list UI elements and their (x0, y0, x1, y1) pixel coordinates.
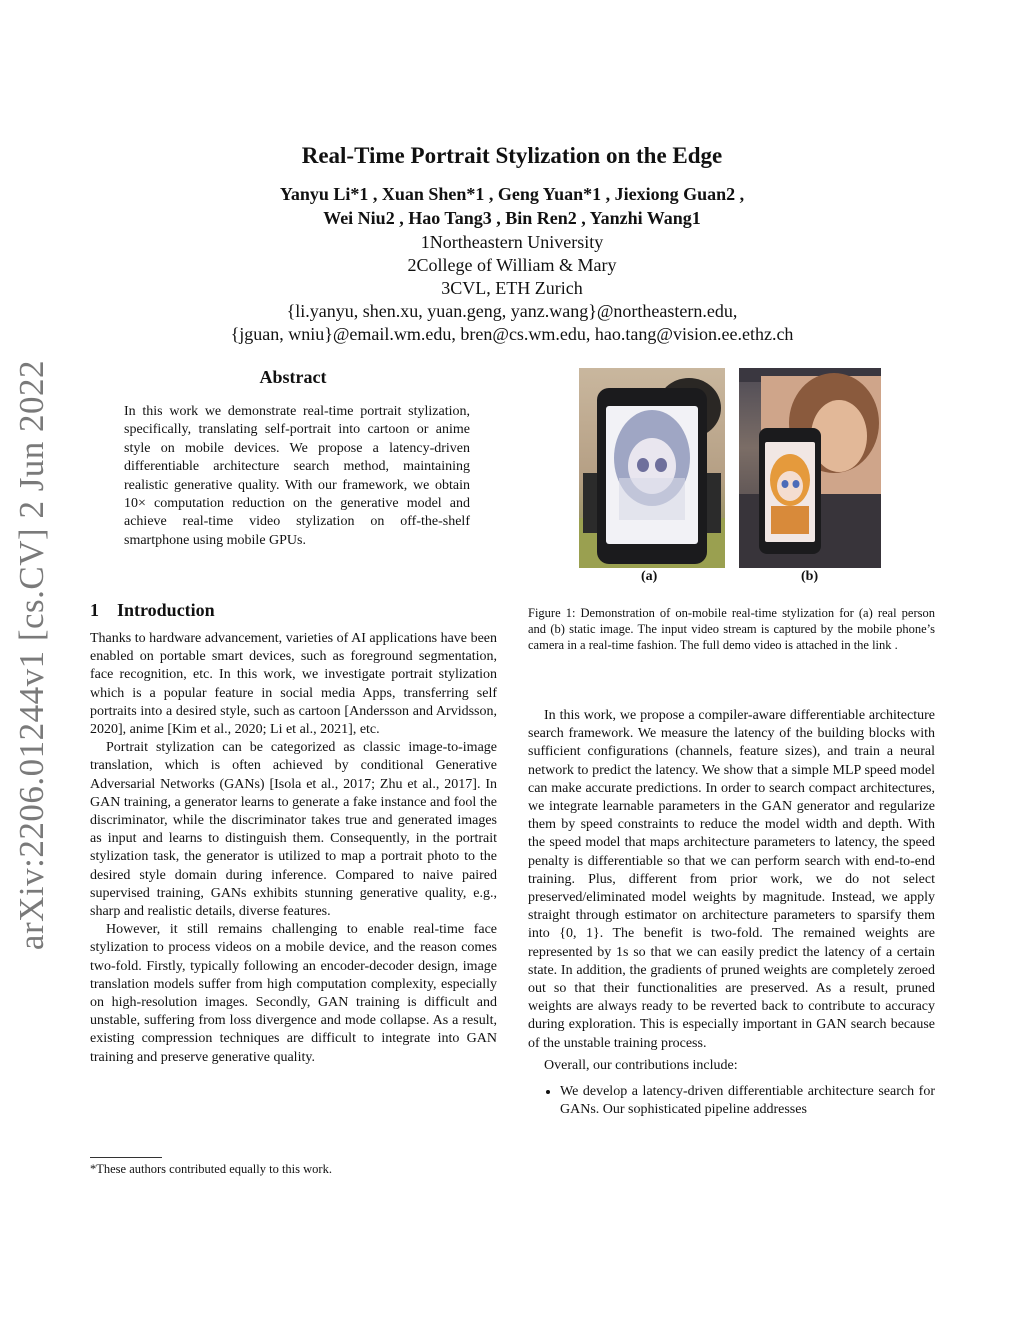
intro-paragraph-2: Portrait stylization can be categorized as classic image-to-image translation, which is often achieved by conditional Generative Adversarial Networks (GANs) [Isola et al., 2017; Zhu et al., 2017]. In GAN training, a generator learns to generate a fake instance and fool the discriminator, while the discriminator takes true and generated images as input and learns to distinguish them. Consequently, in the portrait stylization task, the generator is utilized to map a portrait photo to the desired style domain during inference. Compared to naive paired supervised training, GANs exhibits stunning generative quality, e.g., sharp and realistic details, diverse features. (90, 740, 497, 920)
figure-1 (579, 368, 883, 588)
email-line-2: {jguan, wniu}@email.wm.edu, bren@cs.wm.edu, hao.tang@vision.ee.ethz.ch (230, 324, 794, 344)
right-paragraph-1: In this work, we propose a compiler-aware differentiable architecture search framework. We measure the latency of the building blocks with sufficient configurations (channels, feature sizes), and train a neural network to predict the latency. We show that a simple MLP speed model can make accurate predictions. In order to search compact architectures, we integrate learnable parameters in the GAN generator and regularize them by speed constraints to reduce the model width and depth. With the speed model that maps architecture parameters to latency, the speed penalty is differentiable so that we can perform search with end-to-end training. Plus, different from prior work, we do not select preserved/eliminated model weights by magnitude. Instead, we apply straight through estimator on architecture parameters to sparsify them into {0, 1}. The benefit is two-fold. The remained weights are represented by 1s so that we can easily predict the latency of a certain state. In addition, the gradients of pruned weights are completely zeroed out so that their functionalities are preserved. As a result, pruned weights are always ready to be reverted back to contribute to accuracy during exploration. This is especially important in GAN search because of the unstable training process. (528, 708, 935, 1051)
contribution-item: • We develop a latency-driven differentiable architecture search for GANs. Our sophisticated pipeline addresses (560, 1083, 935, 1119)
subfigure-label-a: (a) (641, 569, 658, 584)
arxiv-id: arXiv:2206.01244v1 [cs.CV] 2 Jun 2022 (12, 359, 51, 951)
authors-line-2: Wei Niu2 , Hao Tang3 , Bin Ren2 , Yanzhi Wang1 (323, 208, 701, 228)
intro-paragraph-3: However, it still remains challenging to enable real-time face stylization to process videos on a mobile device, and the reason comes two-fold. Firstly, typically following an encoder-decoder design, image translation models suffer from high computation complexity, especially on high-resolution images. Secondly, GAN training is difficult and unstable, suffering from loss divergence and mode collapse. As a result, existing compression techniques are difficult to integrate into GAN training and preserve generative quality. (90, 922, 497, 1065)
email-line-1: {li.yanyu, shen.xu, yuan.geng, yanz.wang}@northeastern.edu, (286, 301, 738, 321)
contributions-list (528, 1083, 935, 1119)
photo-a-illustration (579, 368, 725, 568)
footnote: *These authors contributed equally to this work. (90, 1162, 332, 1176)
affiliation-3: 3CVL, ETH Zurich (441, 278, 583, 298)
arxiv-sidebar (12, 360, 52, 950)
paper-title: Real-Time Portrait Stylization on the Edge (301, 143, 723, 168)
abstract-heading: Abstract (259, 367, 327, 387)
left-column-body (90, 630, 497, 1067)
abstract-text: In this work we demonstrate real-time portrait stylization, specifically, translating self-portrait into cartoon or anime style on mobile devices. We propose a latency-driven differentiable architecture search method, maintaining realistic generative quality. With our framework, we obtain 10× computation reduction on the generative model and achieve real-time video stylization on off-the-shelf smartphone using mobile GPUs. (124, 404, 470, 548)
authors-line-1: Yanyu Li*1 , Xuan Shen*1 , Geng Yuan*1 , Jiexiong Guan2 , (279, 184, 745, 204)
affiliation-1: 1Northeastern University (420, 232, 604, 252)
subfigure-label-b: (b) (801, 569, 819, 584)
photo-real-person (579, 368, 725, 568)
photo-static-image (739, 368, 881, 568)
figure-caption: Figure 1: Demonstration of on-mobile real-time stylization for (a) real person and (b) static image. The input video stream is captured by the mobile phone’s camera in a real-time fashion. The full demo video is attached in the link . (528, 606, 935, 653)
footnote-rule (90, 1157, 162, 1158)
intro-paragraph-1: Thanks to hardware advancement, varieties of AI applications have been enabled on portable smart devices, such as foreground segmentation, face recognition, etc. In this work, we investigate portrait stylization which is a popular feature in social media Apps, transferring self portraits into a desired style, such as cartoon [Andersson and Arvidsson, 2020], anime [Kim et al., 2020; Li et al., 2021], etc. (90, 631, 497, 738)
affiliation-2: 2College of William & Mary (407, 255, 617, 275)
section-heading-introduction: 1 Introduction (90, 600, 215, 620)
right-column-body (528, 707, 935, 1119)
right-paragraph-2: Overall, our contributions include: (544, 1057, 738, 1073)
photo-b-illustration (739, 368, 881, 568)
